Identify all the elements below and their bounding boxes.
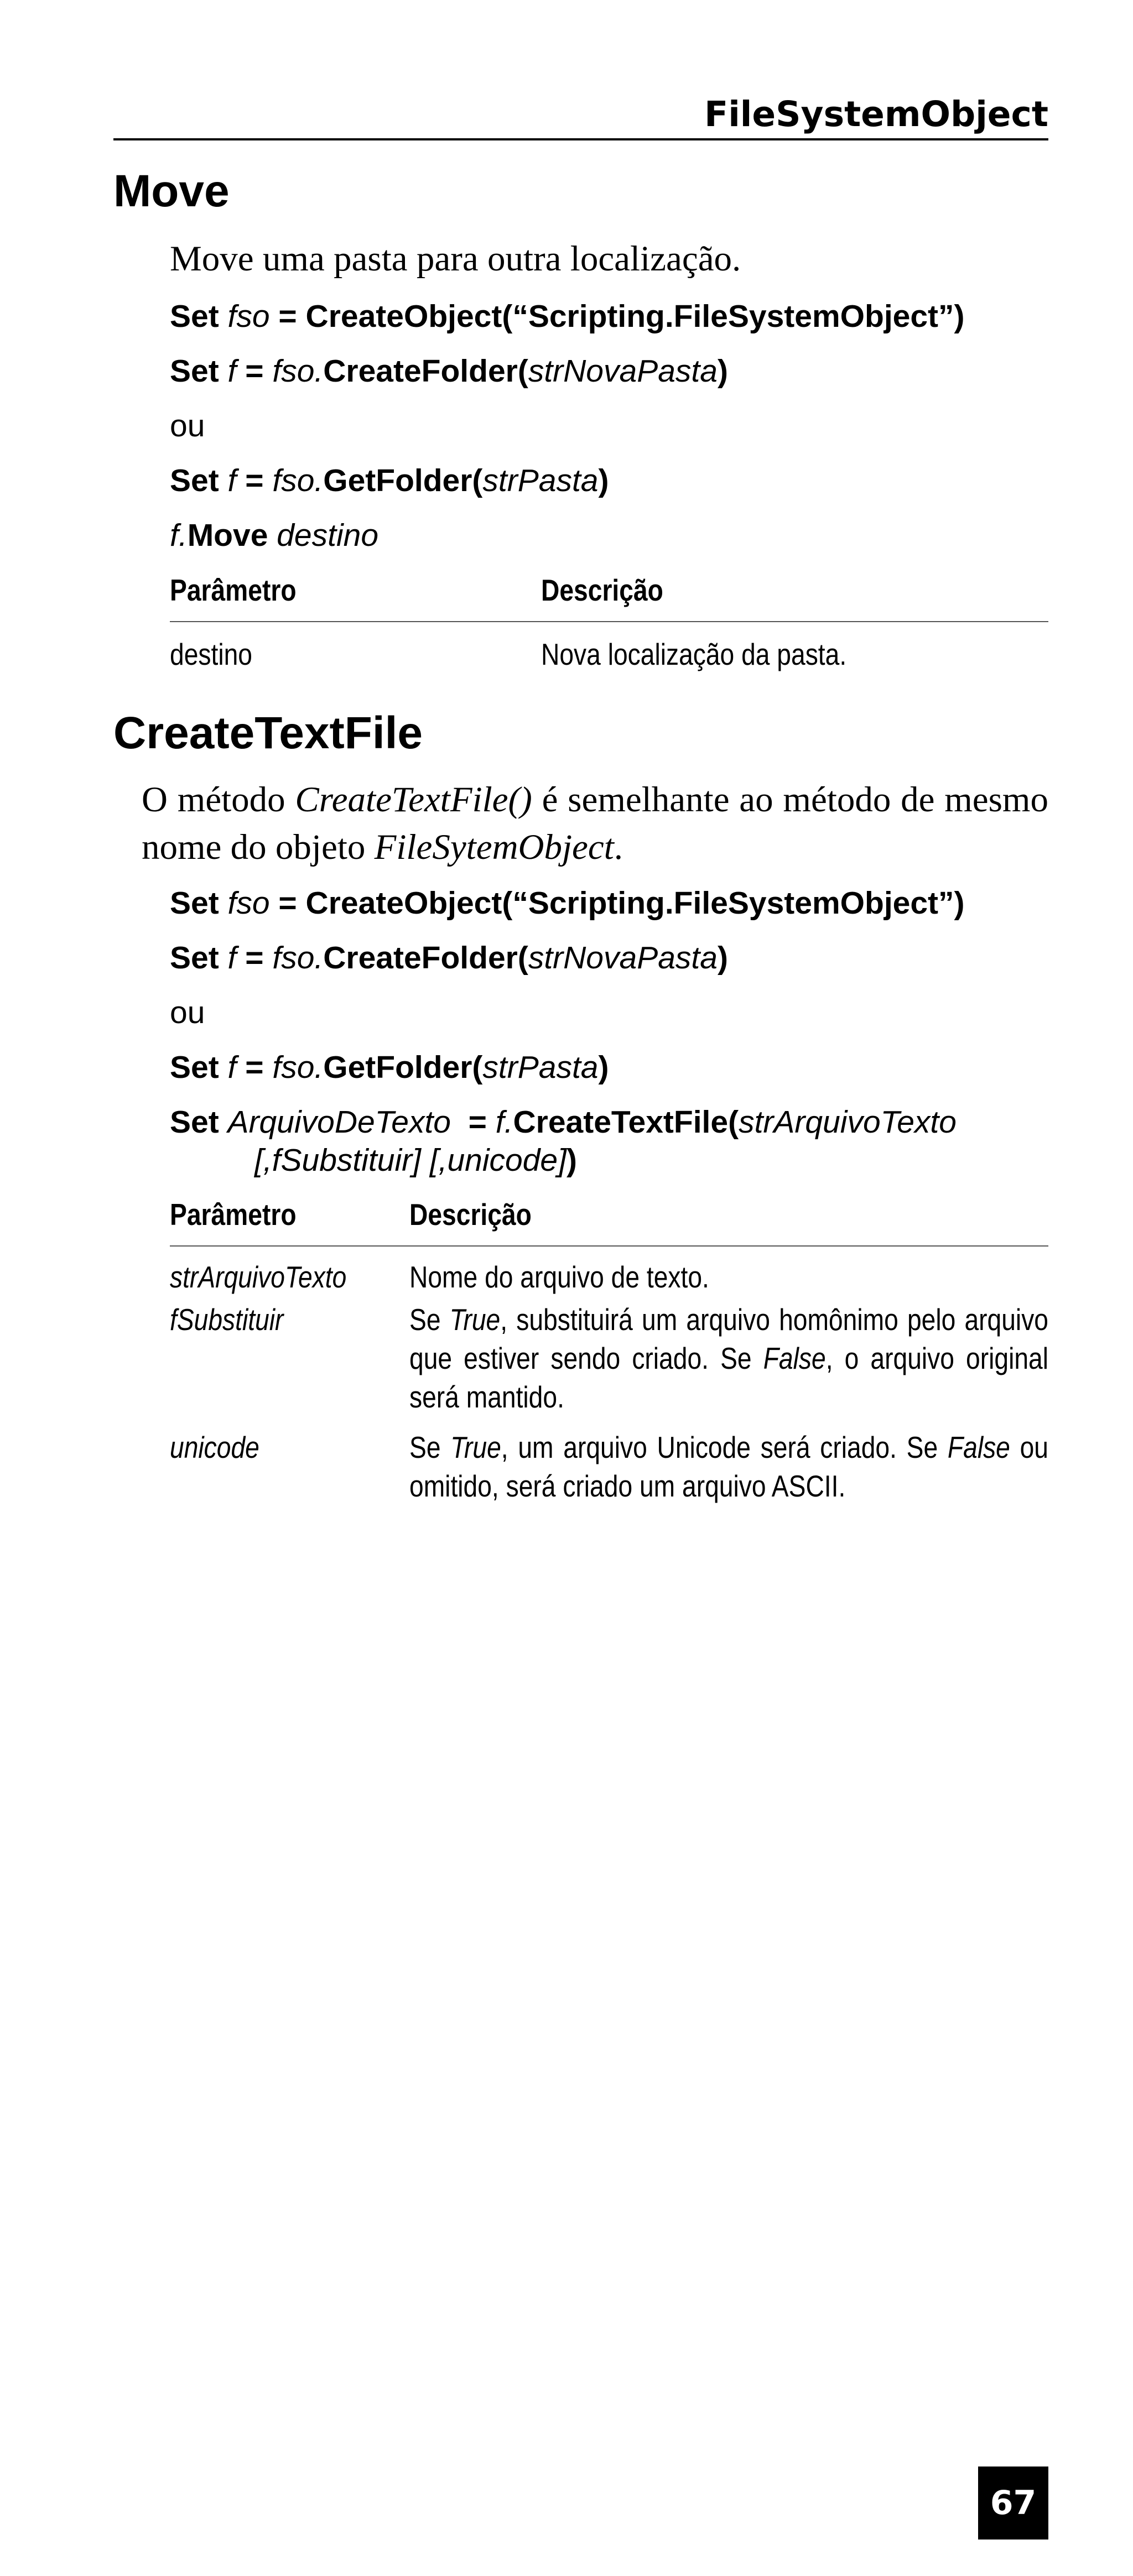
code-arg-str-nova-pasta: strNovaPasta bbox=[528, 353, 718, 389]
code-arg-str-nova-pasta: strNovaPasta bbox=[528, 940, 718, 976]
ctf-table-rule bbox=[170, 1245, 1048, 1247]
code-create-object: = CreateObject(“Scripting.FileSystemObject”) bbox=[269, 299, 965, 334]
intro-text-3: . bbox=[614, 827, 623, 867]
code-keyword-set: Set bbox=[170, 353, 219, 389]
move-table-desc-destino: Nova localização da pasta. bbox=[541, 637, 847, 671]
ctf-table-header-desc: Descrição bbox=[409, 1197, 532, 1232]
section-title-move: Move bbox=[113, 166, 230, 216]
intro-text-1: O método bbox=[142, 780, 295, 820]
code-optional-args: [,fSubstituir] [,unicode] bbox=[254, 1143, 566, 1178]
code-var-f-dot: f. bbox=[495, 1104, 513, 1140]
ctf-code-line-create-folder bbox=[170, 938, 728, 977]
code-var-f: f bbox=[227, 1050, 237, 1085]
running-header: FileSystemObject bbox=[704, 94, 1048, 134]
code-method-move: Move bbox=[187, 518, 268, 553]
code-var-fso-dot: fso. bbox=[272, 940, 324, 976]
ctf-table-desc-str-arquivo-texto bbox=[409, 1258, 1048, 1296]
code-line-get-folder bbox=[170, 461, 609, 500]
code-line-create-object bbox=[170, 297, 965, 336]
code-method-get-folder: GetFolder( bbox=[323, 463, 483, 498]
intro-method-name: CreateTextFile() bbox=[295, 780, 532, 820]
code-keyword-set: Set bbox=[170, 1104, 219, 1140]
code-keyword-set: Set bbox=[170, 1050, 219, 1085]
move-table-param-destino: destino bbox=[170, 637, 252, 671]
move-table-header-desc: Descrição bbox=[541, 573, 663, 607]
code-var-fso-dot: fso. bbox=[272, 463, 324, 498]
ctf-table-desc-unicode bbox=[409, 1428, 1056, 1505]
ctf-table-header-param: Parâmetro bbox=[170, 1197, 297, 1232]
code-arg-str-pasta: strPasta bbox=[482, 1050, 599, 1085]
code-method-create-text-file: CreateTextFile( bbox=[513, 1104, 739, 1140]
code-arg-destino: destino bbox=[277, 518, 379, 553]
code-create-object: = CreateObject(“Scripting.FileSystemObject”) bbox=[269, 885, 965, 921]
code-keyword-set: Set bbox=[170, 463, 219, 498]
code-equals: = bbox=[451, 1104, 496, 1140]
code-keyword-set: Set bbox=[170, 299, 219, 334]
code-equals: = bbox=[236, 940, 273, 976]
desc-text: Se bbox=[409, 1302, 450, 1337]
code-var-f: f bbox=[227, 463, 237, 498]
ctf-table-desc-fsubstituir bbox=[409, 1300, 1056, 1416]
page-number: 67 bbox=[978, 2467, 1048, 2540]
code-close-paren: ) bbox=[566, 1143, 577, 1178]
move-table-header-param: Parâmetro bbox=[170, 573, 297, 607]
desc-true-literal: True bbox=[450, 1430, 501, 1464]
desc-text: , o arquivo original será mantido. bbox=[409, 1341, 1056, 1414]
ctf-table-param-fsubstituir: fSubstituir bbox=[170, 1302, 284, 1337]
desc-text: Se bbox=[409, 1430, 451, 1464]
code-var-f: f bbox=[227, 940, 237, 976]
desc-true-literal: True bbox=[449, 1302, 501, 1337]
code-var-arquivo-de-texto: ArquivoDeTexto bbox=[227, 1104, 451, 1140]
ctf-code-line-create-text-file bbox=[170, 1103, 957, 1141]
ctf-code-line-optional-args bbox=[254, 1141, 577, 1180]
move-table-rule bbox=[170, 621, 1048, 622]
ctf-table-param-str-arquivo-texto: strArquivoTexto bbox=[170, 1260, 347, 1294]
ctf-code-line-create-object bbox=[170, 884, 965, 922]
code-var-f: f bbox=[227, 353, 237, 389]
code-var-f-dot: f. bbox=[170, 518, 188, 553]
desc-false-literal: False bbox=[763, 1341, 826, 1375]
section-title-create-text-file: CreateTextFile bbox=[113, 708, 423, 758]
code-var-fso-dot: fso. bbox=[272, 1050, 324, 1085]
code-method-create-folder: CreateFolder( bbox=[323, 940, 528, 976]
desc-text: ou omitido, será criado um arquivo ASCII. bbox=[409, 1430, 1056, 1503]
code-method-create-folder: CreateFolder( bbox=[323, 353, 528, 389]
ctf-desc-text: Nome do arquivo de texto. bbox=[409, 1260, 709, 1294]
code-equals: = bbox=[236, 1050, 273, 1085]
ctf-desc-paragraph bbox=[409, 1300, 1056, 1416]
code-line-create-folder bbox=[170, 352, 728, 390]
code-close-paren: ) bbox=[598, 463, 609, 498]
desc-text: , um arquivo Unicode será criado. Se bbox=[501, 1430, 948, 1464]
ctf-code-line-get-folder bbox=[170, 1048, 609, 1087]
code-keyword-set: Set bbox=[170, 940, 219, 976]
desc-false-literal: False bbox=[947, 1430, 1010, 1464]
intro-object-name: FileSytemObject bbox=[374, 827, 614, 867]
code-equals: = bbox=[236, 353, 273, 389]
code-var-fso: fso bbox=[227, 299, 270, 334]
desc-text: , substituirá um arquivo homônimo pelo arquivo que estiver sendo criado. Se bbox=[409, 1302, 1056, 1375]
ctf-code-line-ou: ou bbox=[170, 995, 205, 1030]
create-text-file-intro bbox=[142, 776, 1058, 871]
code-method-get-folder: GetFolder( bbox=[323, 1050, 483, 1085]
code-var-fso-dot: fso. bbox=[272, 353, 324, 389]
code-line-move bbox=[170, 516, 378, 555]
intro-text-2: é semelhante ao método de mesmo nome do objeto bbox=[142, 780, 1058, 867]
header-rule bbox=[113, 138, 1048, 140]
code-arg-str-arquivo-texto: strArquivoTexto bbox=[739, 1104, 957, 1140]
code-arg-str-pasta: strPasta bbox=[482, 463, 599, 498]
code-close-paren: ) bbox=[598, 1050, 609, 1085]
code-line-ou: ou bbox=[170, 408, 205, 444]
ctf-desc-paragraph bbox=[409, 1428, 1056, 1505]
code-keyword-set: Set bbox=[170, 885, 219, 921]
move-description: Move uma pasta para outra localização. bbox=[170, 239, 741, 279]
code-equals: = bbox=[236, 463, 273, 498]
ctf-table-param-unicode: unicode bbox=[170, 1430, 259, 1464]
code-close-paren: ) bbox=[717, 353, 728, 389]
code-var-fso: fso bbox=[227, 885, 270, 921]
code-close-paren: ) bbox=[717, 940, 728, 976]
